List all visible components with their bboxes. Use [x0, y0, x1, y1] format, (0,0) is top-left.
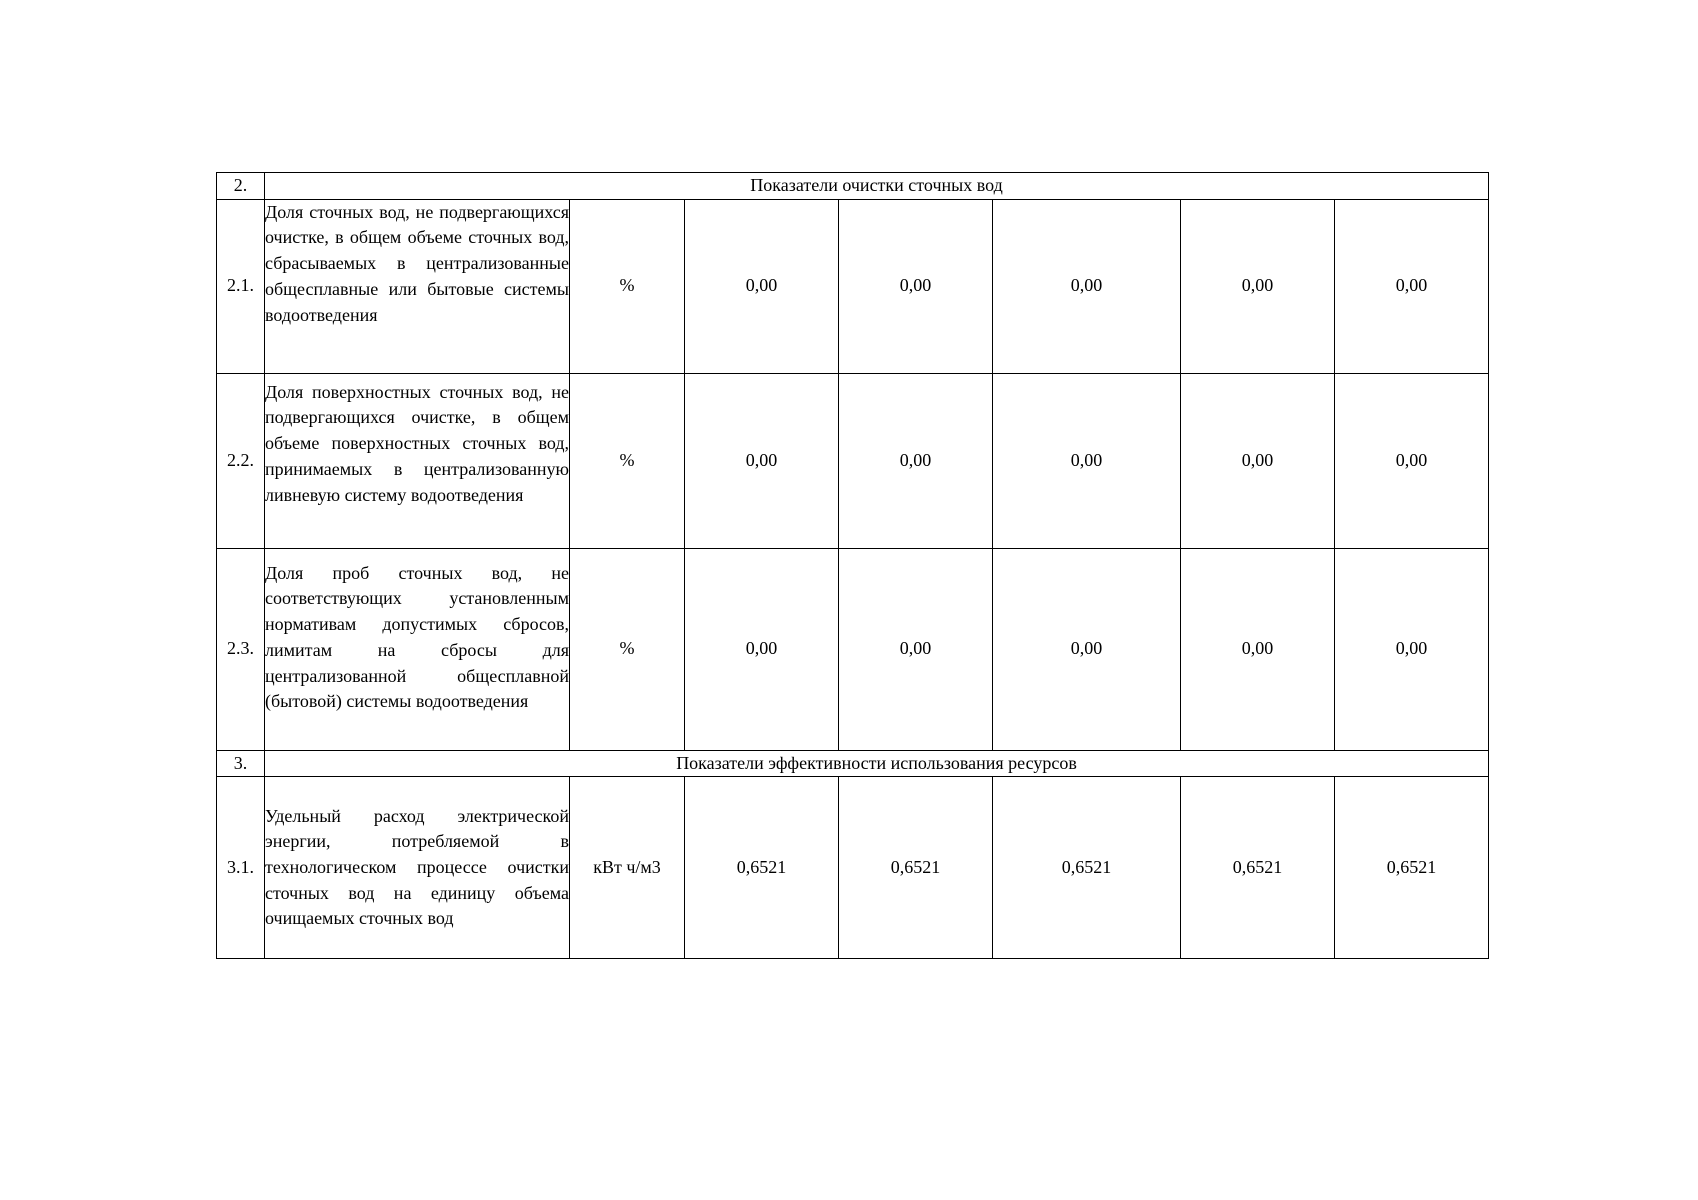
table-row [217, 199, 1489, 373]
row-description-text: Удельный расход электрической энергии, потребляемой в технологическом процессе очистки сточных вод на единицу объема очищаемых сточных вод [265, 805, 569, 929]
row-description [265, 373, 570, 548]
row-value: 0,00 [839, 373, 993, 548]
row-value: 0,00 [839, 199, 993, 373]
row-value: 0,6521 [1181, 777, 1335, 959]
section-title: Показатели очистки сточных вод [265, 173, 1489, 200]
row-unit: кВт ч/м3 [570, 777, 685, 959]
row-value: 0,00 [993, 548, 1181, 750]
table-row [217, 777, 1489, 959]
table-row [217, 373, 1489, 548]
row-value: 0,00 [993, 199, 1181, 373]
row-description-text: Доля поверхностных сточных вод, не подвергающихся очистке, в общем объеме поверхностных сточных вод, принимаемых в централизованную ливневую систему водоотведения [265, 381, 569, 505]
row-description-text: Доля проб сточных вод, не соответствующих установленным нормативам допустимых сбросов, лимитам на сбросы для централизованной общесплавной (бытовой) системы водоотведения [265, 562, 569, 712]
row-value: 0,6521 [839, 777, 993, 959]
section-title: Показатели эффективности использования ресурсов [265, 750, 1489, 777]
row-value: 0,6521 [1335, 777, 1489, 959]
row-unit: % [570, 373, 685, 548]
row-description [265, 199, 570, 373]
section-number: 2. [217, 173, 265, 200]
row-number: 3.1. [217, 777, 265, 959]
row-value: 0,00 [1335, 199, 1489, 373]
row-value: 0,6521 [993, 777, 1181, 959]
row-description-text: Доля сточных вод, не подвергающихся очистке, в общем объеме сточных вод, сбрасываемых в централизованные общесплавные или бытовые системы водоотведения [265, 201, 569, 325]
row-value: 0,00 [685, 199, 839, 373]
row-value: 0,00 [1181, 373, 1335, 548]
row-value: 0,00 [685, 548, 839, 750]
row-value: 0,00 [1335, 373, 1489, 548]
section-number: 3. [217, 750, 265, 777]
row-value: 0,00 [1181, 199, 1335, 373]
section-header-2 [217, 173, 1489, 200]
row-unit: % [570, 199, 685, 373]
row-number: 2.1. [217, 199, 265, 373]
row-value: 0,00 [993, 373, 1181, 548]
row-value: 0,00 [685, 373, 839, 548]
row-description [265, 548, 570, 750]
section-header-3 [217, 750, 1489, 777]
row-value: 0,00 [1335, 548, 1489, 750]
indicators-table [216, 172, 1489, 959]
row-number: 2.3. [217, 548, 265, 750]
row-description [265, 777, 570, 959]
row-value: 0,00 [839, 548, 993, 750]
table-row [217, 548, 1489, 750]
row-unit: % [570, 548, 685, 750]
row-value: 0,00 [1181, 548, 1335, 750]
row-value: 0,6521 [685, 777, 839, 959]
row-number: 2.2. [217, 373, 265, 548]
